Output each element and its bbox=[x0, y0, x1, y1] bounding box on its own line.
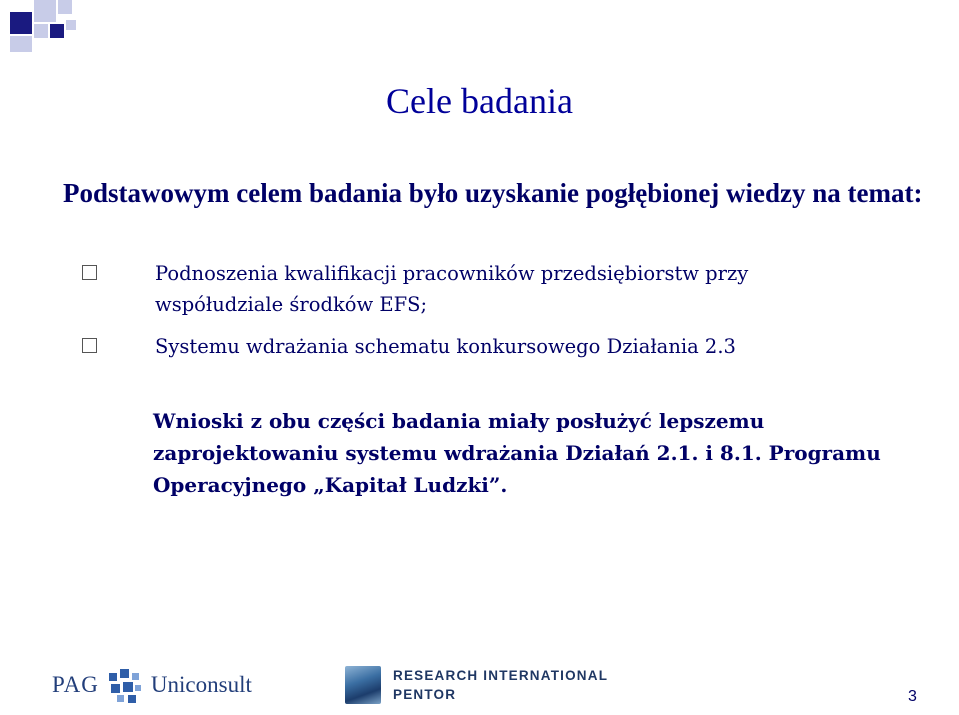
logo-line-1: RESEARCH INTERNATIONAL bbox=[393, 668, 609, 683]
bullet-text: Systemu wdrażania schematu konkursowego Działania 2.3 bbox=[155, 335, 736, 358]
logo-line-2: PENTOR bbox=[393, 687, 457, 702]
bullet-item bbox=[78, 258, 878, 320]
bullet-text: Podnoszenia kwalifikacji pracowników przedsiębiorstw przy współudziale środków EFS; bbox=[155, 262, 749, 316]
intro-text: Podstawowym celem badania było uzyskanie pogłębionej wiedzy na temat: bbox=[63, 178, 923, 208]
bullet-item bbox=[78, 331, 878, 362]
bullet-list bbox=[78, 258, 878, 373]
logo-pag-text: PAG bbox=[52, 672, 99, 697]
deco-square-light bbox=[34, 0, 56, 22]
slide-title: Cele badania bbox=[386, 81, 573, 121]
deco-square-light bbox=[66, 20, 76, 30]
deco-square-light bbox=[10, 36, 32, 52]
dots-icon bbox=[107, 667, 143, 703]
square-bullet-icon bbox=[82, 338, 97, 353]
pentor-logo-text bbox=[393, 666, 608, 704]
pentor-emblem-icon bbox=[345, 666, 381, 704]
conclusion-text: Wnioski z obu części badania miały posłużyć lepszemu zaprojektowaniu systemu wdrażania Działań 2.1. i 8.1. Programu Operacyjnego „Kapitał Ludzki”. bbox=[153, 409, 881, 497]
pag-uniconsult-logo bbox=[52, 665, 252, 705]
page-number: 3 bbox=[908, 688, 917, 705]
deco-square-dark bbox=[50, 24, 64, 38]
deco-square-light bbox=[34, 24, 48, 38]
research-international-pentor-logo bbox=[345, 664, 608, 706]
square-bullet-icon bbox=[82, 265, 97, 280]
deco-square-light bbox=[58, 0, 72, 14]
deco-square-dark bbox=[10, 12, 32, 34]
logo-uniconsult-text: Uniconsult bbox=[150, 672, 252, 697]
